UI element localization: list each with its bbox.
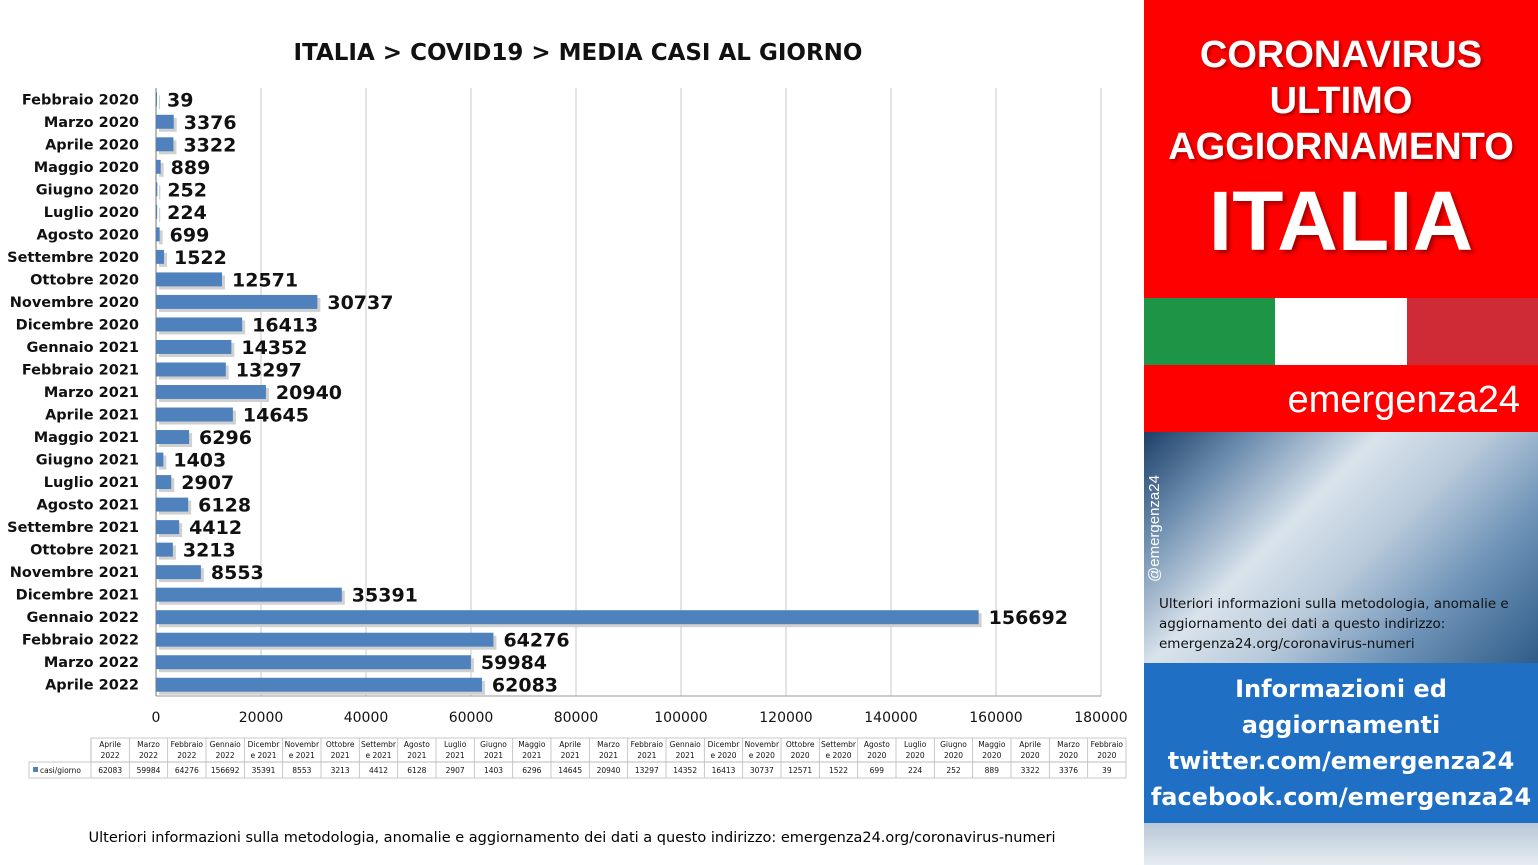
value-label: 6296	[199, 427, 252, 450]
category-label: Gennaio 2021	[26, 339, 139, 356]
table-header-cell: Novembr	[284, 740, 320, 749]
table-header-cell: 2021	[445, 751, 465, 760]
bar-shadow	[159, 208, 160, 222]
table-header-cell: e 2020	[825, 751, 852, 760]
x-tick-label: 100000	[654, 710, 708, 726]
table-header-cell: 2022	[215, 751, 235, 760]
table-legend-key	[33, 767, 38, 772]
bar	[156, 317, 242, 331]
methodology-note: Ulteriori informazioni sulla metodologia, anomalie e aggiornamento dei dati a questo indirizzo: emergenza24.org/coronavirus-numeri	[1159, 596, 1509, 652]
italian-flag	[1144, 298, 1538, 365]
bar	[156, 92, 157, 106]
flag-white-stripe	[1275, 298, 1406, 365]
table-header-cell: 2021	[560, 751, 580, 760]
x-tick-label: 160000	[969, 710, 1023, 726]
value-label: 1403	[173, 449, 227, 472]
category-label: Aprile 2020	[45, 137, 139, 154]
table-header-cell: 2021	[407, 751, 427, 760]
bar	[156, 115, 174, 129]
table-header-cell: Ottobre	[785, 740, 815, 749]
bar	[156, 182, 157, 196]
info-line-1: Informazioni ed	[1235, 675, 1447, 703]
table-value-cell: 2907	[445, 766, 465, 775]
table-header-cell: Maggio	[518, 740, 546, 749]
x-tick-label: 180000	[1074, 710, 1128, 726]
header-banner	[1144, 0, 1538, 298]
info-line-2: aggiornamenti	[1241, 711, 1441, 739]
value-label: 14645	[242, 404, 309, 427]
table-value-cell: 64276	[174, 766, 199, 775]
bar	[156, 205, 157, 219]
category-label: Gennaio 2022	[26, 610, 139, 627]
table-value-cell: 224	[908, 766, 923, 775]
table-value-cell: 889	[984, 766, 999, 775]
table-header-cell: 2020	[790, 751, 810, 760]
table-header-cell: e 2021	[365, 751, 392, 760]
category-label: Novembre 2021	[9, 565, 139, 582]
table-value-cell: 59984	[136, 766, 161, 775]
bar	[156, 430, 189, 444]
table-header-cell: 2021	[330, 751, 350, 760]
table-value-cell: 3322	[1020, 766, 1040, 775]
value-label: 1522	[173, 246, 227, 269]
bar	[156, 137, 173, 151]
table-value-cell: 156692	[210, 766, 240, 775]
category-label: Dicembre 2020	[15, 317, 139, 334]
table-header-cell: Luglio	[904, 740, 927, 749]
table-header-cell: 2020	[1097, 751, 1117, 760]
table-header-cell: 2022	[138, 751, 159, 760]
table-value-cell: 4412	[368, 766, 389, 775]
value-label: 6128	[198, 494, 252, 517]
table-header-cell: e 2020	[748, 751, 775, 760]
table-header-cell: Dicembr	[247, 740, 280, 749]
bar	[156, 678, 482, 692]
value-label: 3322	[183, 134, 237, 157]
table-header-cell: e 2021	[250, 751, 277, 760]
table-header-cell: Marzo	[137, 740, 160, 749]
header-line-1: CORONAVIRUS	[1199, 34, 1483, 76]
value-label: 39	[167, 89, 194, 112]
table-header-cell: Novembr	[744, 740, 780, 749]
footer-note: Ulteriori informazioni sulla metodologia, anomalie e aggiornamento dei dati a questo indirizzo: emergenza24.org/coronavirus-numeri	[88, 830, 1056, 846]
chart-title: ITALIA > COVID19 > MEDIA CASI AL GIORNO	[293, 40, 863, 66]
table-header-cell: Marzo	[1057, 740, 1080, 749]
bar	[156, 250, 164, 264]
table-value-cell: 13297	[634, 766, 659, 775]
value-label: 4412	[189, 517, 243, 540]
category-label: Novembre 2020	[9, 294, 139, 311]
bar	[156, 295, 317, 309]
category-label: Febbraio 2022	[21, 632, 139, 649]
bar	[156, 498, 188, 512]
data-table	[29, 738, 1126, 778]
twitter-link[interactable]: twitter.com/emergenza24	[1167, 747, 1515, 775]
table-header-cell: Dicembr	[707, 740, 740, 749]
social-handle: @emergenza24	[1146, 475, 1163, 582]
table-header-cell: Settembr	[820, 740, 857, 749]
category-label: Ottobre 2021	[30, 542, 139, 559]
category-label: Dicembre 2021	[15, 587, 139, 604]
table-series-label: casi/giorno	[40, 766, 81, 775]
value-label: 13297	[235, 359, 302, 382]
x-tick-label: 80000	[553, 710, 599, 726]
table-value-cell: 30737	[749, 766, 774, 775]
brand-name: emergenza24	[1287, 379, 1520, 421]
bar	[156, 272, 222, 286]
bar	[156, 565, 201, 579]
table-header-cell: 2020	[867, 751, 887, 760]
right-panel	[1144, 0, 1538, 865]
value-label: 35391	[351, 584, 418, 607]
category-label: Giugno 2021	[35, 452, 139, 469]
table-value-cell: 6128	[407, 766, 427, 775]
x-tick-label: 60000	[448, 710, 494, 726]
table-header-cell: 2020	[905, 751, 925, 760]
table-header-cell: Giugno	[940, 740, 967, 749]
table-value-cell: 3213	[330, 766, 350, 775]
bar	[156, 588, 342, 602]
table-value-cell: 1403	[483, 766, 504, 775]
table-header-cell: Giugno	[480, 740, 507, 749]
table-header-cell: 2021	[675, 751, 695, 760]
category-label: Giugno 2020	[35, 182, 139, 199]
table-header-cell: Gennaio	[209, 740, 241, 749]
table-header-cell: Febbraio	[1090, 740, 1124, 749]
country-title: ITALIA	[1208, 174, 1474, 268]
table-value-cell: 3376	[1058, 766, 1079, 775]
bar	[156, 227, 160, 241]
table-header-cell: Marzo	[597, 740, 620, 749]
table-header-cell: Febbraio	[630, 740, 664, 749]
category-label: Febbraio 2020	[21, 92, 139, 109]
table-header-cell: Luglio	[444, 740, 467, 749]
table-value-cell: 12571	[788, 766, 813, 775]
category-label: Marzo 2021	[43, 385, 139, 401]
bar	[156, 340, 231, 354]
category-label: Agosto 2020	[36, 227, 139, 244]
value-label: 8553	[210, 562, 264, 585]
table-header-cell: 2020	[982, 751, 1002, 760]
table-value-cell: 20940	[596, 766, 621, 775]
table-header-cell: 2020	[1058, 751, 1079, 760]
value-label: 16413	[252, 314, 319, 337]
table-header-cell: Maggio	[978, 740, 1006, 749]
category-label: Luglio 2021	[43, 475, 139, 492]
category-label: Aprile 2022	[45, 677, 139, 694]
table-header-cell: 2022	[100, 751, 120, 760]
value-label: 20940	[275, 382, 343, 404]
table-header-cell: Agosto	[863, 740, 890, 749]
x-tick-label: 0	[151, 710, 161, 726]
table-header-cell: Settembr	[360, 740, 397, 749]
table-value-cell: 14352	[673, 766, 698, 775]
table-header-cell: 2021	[598, 751, 619, 760]
info-box	[1144, 663, 1538, 823]
table-header-cell: 2021	[483, 751, 504, 760]
value-label: 252	[167, 179, 207, 202]
facebook-link[interactable]: facebook.com/emergenza24	[1150, 783, 1532, 811]
category-labels	[7, 92, 139, 693]
category-label: Marzo 2022	[43, 655, 139, 672]
category-label: Febbraio 2021	[21, 362, 139, 379]
table-header-cell: Aprile	[559, 740, 582, 749]
table-value-cell: 6296	[522, 766, 542, 775]
category-label: Luglio 2020	[43, 204, 139, 221]
value-label: 889	[170, 156, 211, 179]
category-label: Settembre 2021	[7, 520, 139, 537]
bar	[156, 610, 979, 624]
value-label: 156692	[988, 607, 1068, 630]
x-tick-label: 40000	[343, 710, 389, 726]
category-label: Marzo 2020	[43, 114, 139, 131]
table-value-cell: 8553	[292, 766, 312, 775]
header-line-3: AGGIORNAMENTO	[1168, 126, 1514, 168]
table-value-cell: 35391	[251, 766, 276, 775]
flag-green-stripe	[1144, 298, 1275, 365]
bar	[156, 475, 171, 489]
bar	[156, 453, 163, 467]
bar	[156, 520, 179, 534]
table-header-cell: 2021	[637, 751, 657, 760]
header-line-2: ULTIMO	[1269, 80, 1413, 122]
value-label: 3376	[183, 111, 237, 134]
table-header-cell: Febbraio	[170, 740, 204, 749]
table-value-cell: 1522	[828, 766, 849, 775]
table-value-cell: 62083	[98, 766, 123, 775]
table-header-cell: Agosto	[403, 740, 430, 749]
bar	[156, 633, 493, 647]
bar	[156, 363, 226, 377]
value-label: 699	[169, 224, 210, 247]
table-header-cell: 2020	[1020, 751, 1040, 760]
table-value-cell: 699	[869, 766, 884, 775]
table-header-cell: Aprile	[99, 740, 122, 749]
value-label: 59984	[480, 652, 548, 675]
bar-shadow	[159, 185, 160, 199]
category-label: Maggio 2020	[33, 159, 139, 176]
category-label: Agosto 2021	[36, 497, 139, 514]
value-label: 2907	[181, 472, 235, 495]
table-value-cell: 39	[1102, 766, 1112, 775]
table-value-cell: 16413	[711, 766, 736, 775]
table-value-cell: 14645	[558, 766, 583, 775]
flag-red-stripe	[1407, 298, 1538, 365]
bar	[156, 408, 233, 422]
x-tick-label: 140000	[864, 710, 918, 726]
category-label: Settembre 2020	[7, 249, 139, 266]
bar-shadow	[159, 95, 160, 109]
table-header-cell: Ottobre	[325, 740, 355, 749]
table-value-cell: 252	[946, 766, 961, 775]
x-tick-label: 20000	[238, 710, 284, 726]
table-header-cell: 2022	[177, 751, 197, 760]
bottom-fade	[1144, 823, 1538, 865]
table-header-cell: 2020	[943, 751, 964, 760]
value-label: 14352	[241, 336, 308, 359]
brand-banner	[1144, 365, 1538, 432]
value-labels	[167, 89, 1068, 696]
background-photo	[1144, 432, 1538, 663]
category-label: Maggio 2021	[33, 430, 139, 447]
table-header-cell: 2021	[522, 751, 542, 760]
category-label: Aprile 2021	[45, 407, 139, 424]
value-label: 62083	[491, 674, 559, 697]
value-label: 12571	[231, 269, 299, 292]
category-label: Ottobre 2020	[30, 272, 139, 289]
table-header-cell: Aprile	[1019, 740, 1042, 749]
table-header-cell: Gennaio	[669, 740, 701, 749]
bar	[156, 385, 266, 399]
bar	[156, 543, 173, 557]
table-header-cell: e 2020	[710, 751, 737, 760]
value-label: 64276	[503, 629, 570, 652]
table-header-cell: e 2021	[288, 751, 315, 760]
bar	[156, 655, 471, 669]
bar	[156, 160, 161, 174]
value-label: 30737	[327, 291, 394, 314]
value-label: 224	[167, 201, 207, 224]
x-tick-labels	[152, 710, 1128, 726]
x-tick-label: 120000	[759, 710, 813, 726]
value-label: 3213	[182, 539, 236, 562]
